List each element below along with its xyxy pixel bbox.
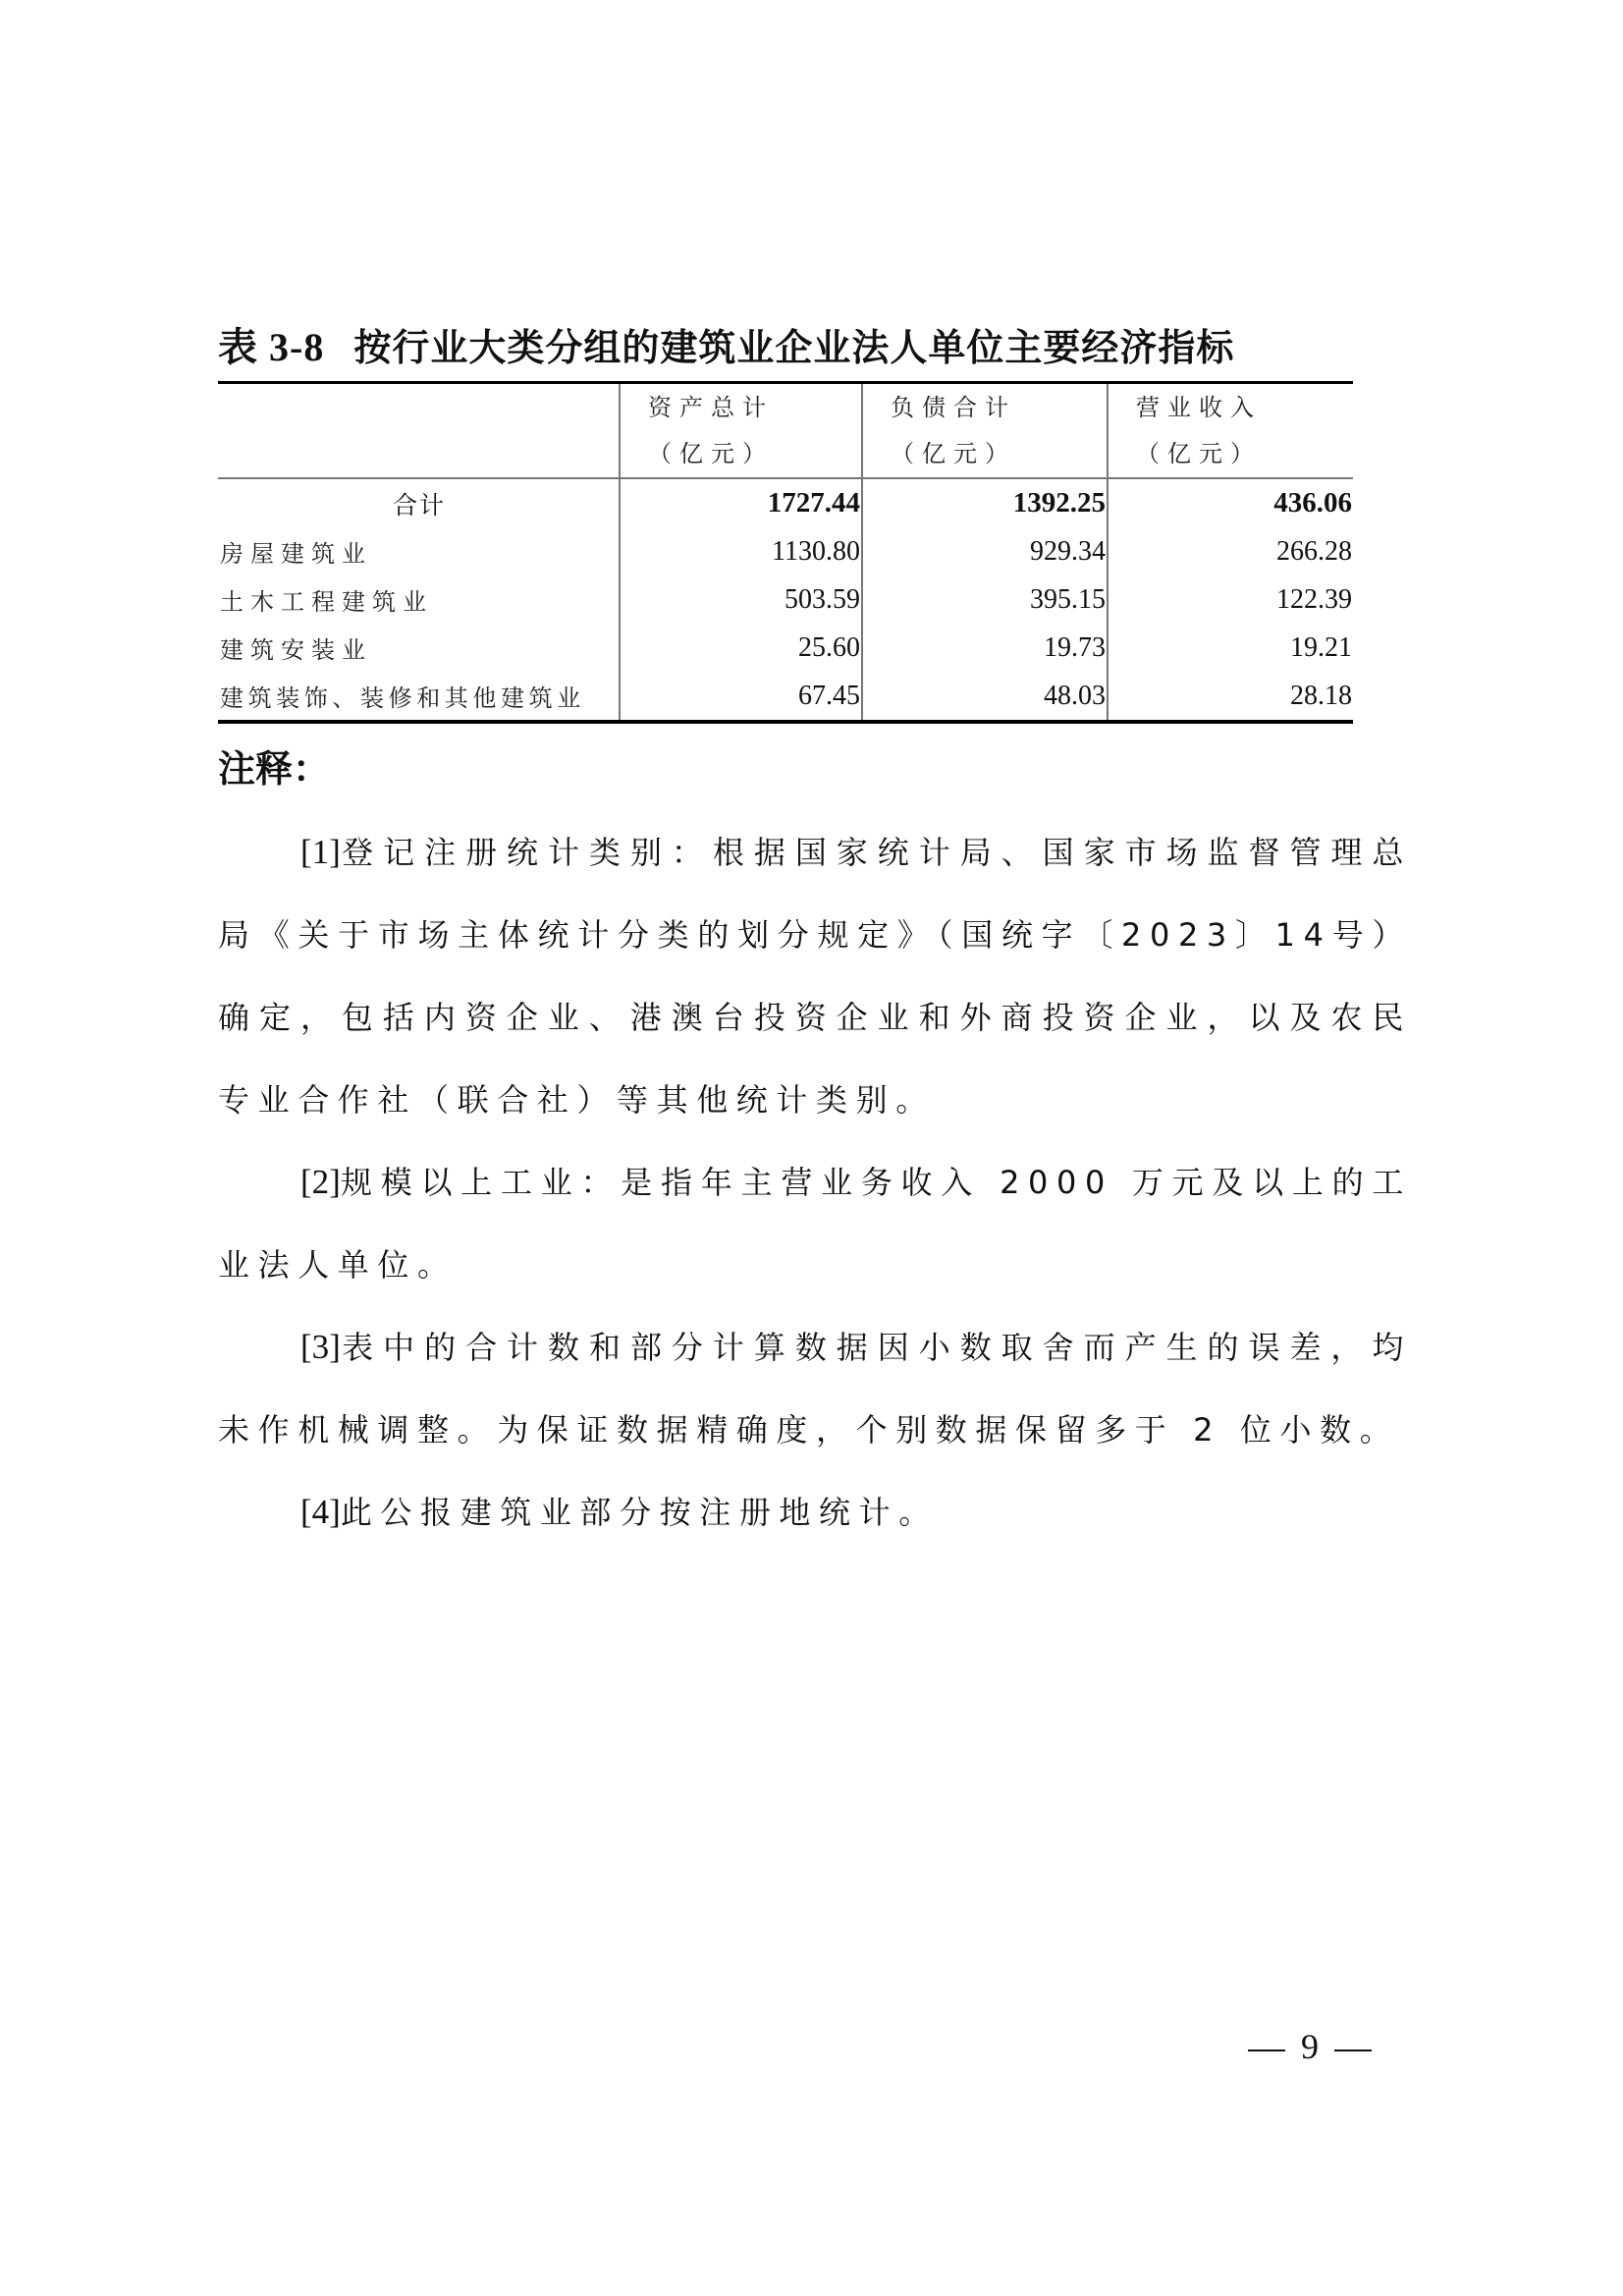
cell-total-liabilities: 929.34 [862,527,1108,575]
cell-total-assets: 1727.44 [620,478,862,527]
note-ref: [1] [300,833,341,871]
cell-total-assets: 503.59 [620,575,862,624]
row-label: 土木工程建筑业 [220,588,433,616]
table-row [218,527,1353,575]
table-title [218,316,1234,372]
table-header-row [218,383,1353,479]
cell-total-assets: 1130.80 [620,527,862,575]
cell-operating-revenue: 19.21 [1108,624,1353,672]
note-item [218,811,1412,1141]
table-row [218,624,1353,672]
table-title-text: 按行业大类分组的建筑业企业法人单位主要经济指标 [353,326,1235,369]
dash-right-icon [1334,2050,1372,2051]
table-row [218,575,1353,624]
cell-total-liabilities: 19.73 [862,624,1108,672]
row-label: 建筑装饰、装修和其他建筑业 [218,672,620,722]
cell-operating-revenue: 122.39 [1108,575,1353,624]
note-ref: [3] [300,1328,341,1366]
header-total-liabilities: 负债合计 （亿元） [862,383,1108,479]
cell-total-liabilities: 1392.25 [862,478,1108,527]
cell-total-liabilities: 48.03 [862,672,1108,722]
note-item [218,1306,1412,1471]
note-text: 规模以上工业：是指年主营业务收入 2000 万元及以上的工业法人单位。 [218,1164,1412,1284]
row-label: 建筑安装业 [220,636,372,664]
header-operating-revenue: 营业收入 （亿元） [1108,383,1353,479]
cell-total-assets: 67.45 [620,672,862,722]
cell-total-assets: 25.60 [620,624,862,672]
notes-heading: 注释： [218,747,331,791]
note-text: 此公报建筑业部分按注册地统计。 [340,1494,939,1531]
table-number: 表 3-8 [218,325,325,369]
cell-operating-revenue: 266.28 [1108,527,1353,575]
page-number-value: 9 [1301,2027,1319,2066]
indicators-table [218,381,1353,724]
page-number [1232,2026,1387,2067]
header-blank-cell [218,383,620,479]
note-text: 登记注册统计类别：根据国家统计局、国家市场监督管理总局《关于市场主体统计分类的划分规定》（国统字〔2023〕14号）确定，包括内资企业、港澳台投资企业和外商投资企业，以及农民专业合作社（联合社）等其他统计类别。 [218,834,1412,1119]
cell-total-liabilities: 395.15 [862,575,1108,624]
note-ref: [4] [300,1493,341,1531]
notes-section [218,811,1412,1554]
table-row [218,672,1353,722]
dash-left-icon [1248,2050,1285,2051]
cell-operating-revenue: 28.18 [1108,672,1353,722]
header-total-assets: 资产总计 （亿元） [620,383,862,479]
row-label: 合计 [392,490,446,519]
row-label: 房屋建筑业 [220,540,372,568]
note-item [218,1141,1412,1306]
note-item [218,1471,1412,1554]
cell-operating-revenue: 436.06 [1108,478,1353,527]
table-row-total [218,478,1353,527]
note-text: 表中的合计数和部分计算数据因小数取舍而产生的误差，均未作机械调整。为保证数据精确度，个别数据保留多于 2 位小数。 [218,1329,1412,1449]
note-ref: [2] [300,1163,341,1201]
